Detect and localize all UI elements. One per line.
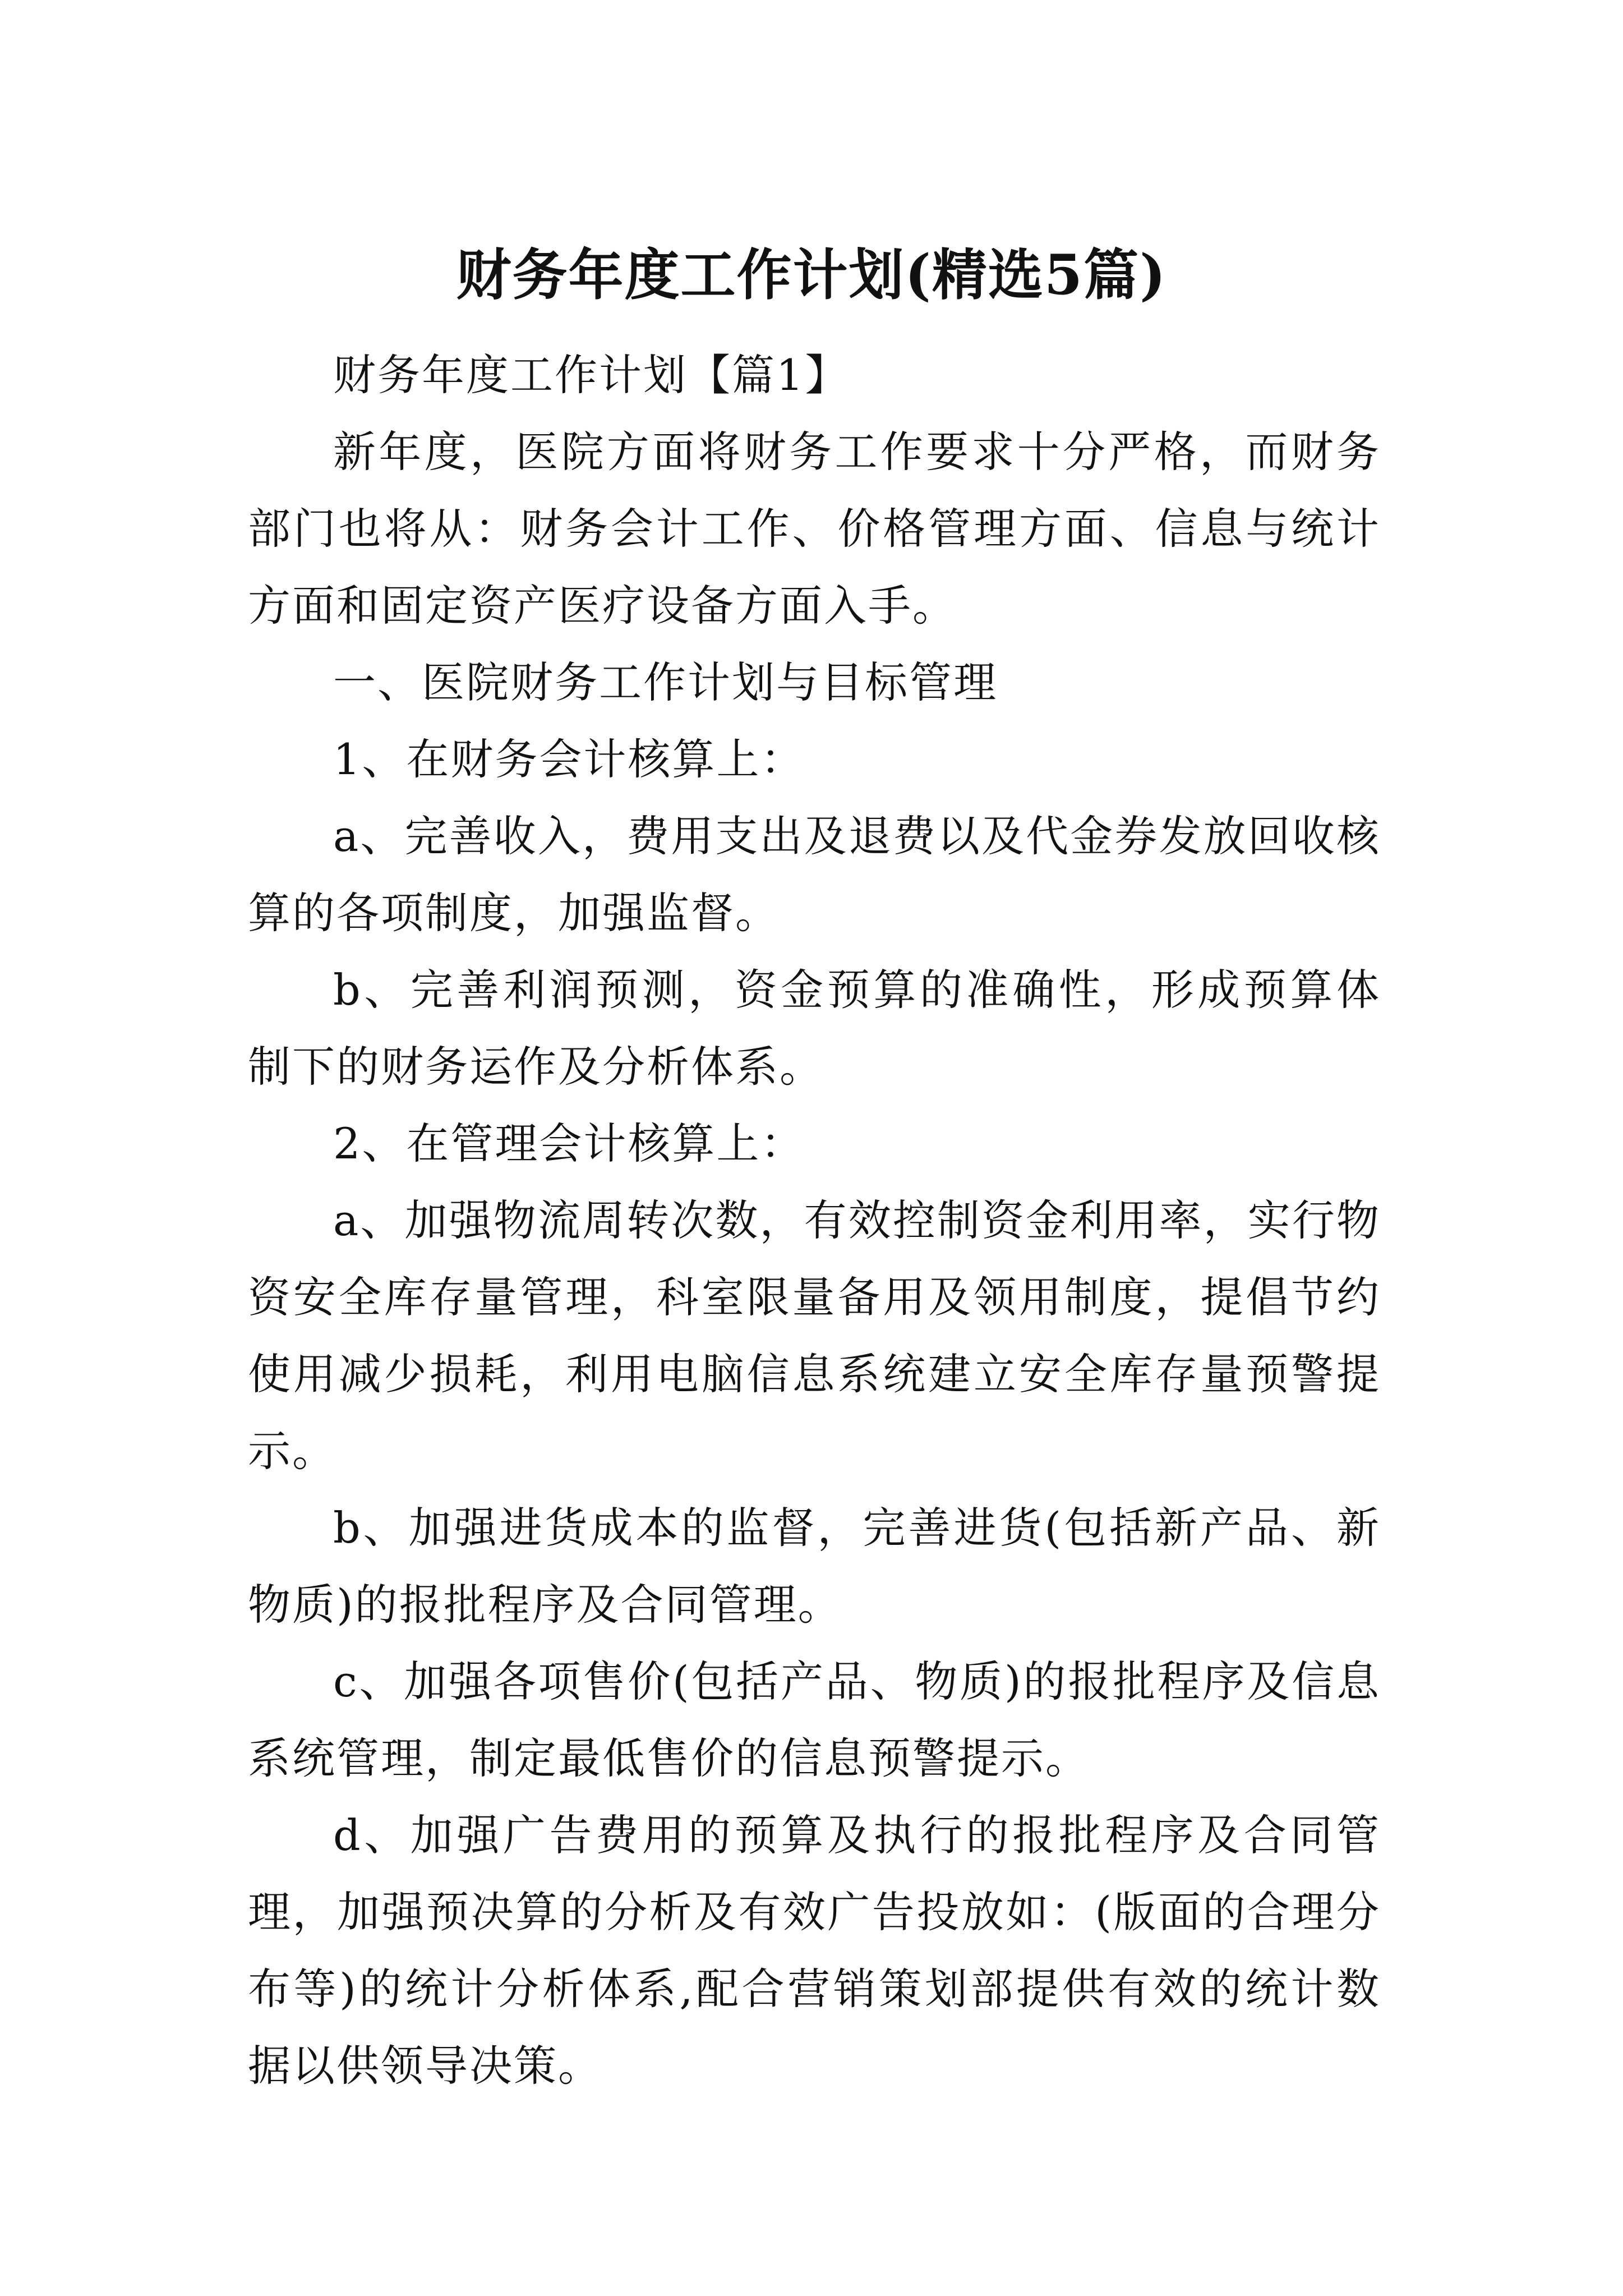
document-body [248,337,1381,2104]
list-item: a、加强物流周转次数，有效控制资金利用率，实行物资安全库存量管理，科室限量备用及领用制度，提倡节约使用减少损耗，利用电脑信息系统建立安全库存量预警提示。 [248,1195,1381,1476]
list-item: b、完善利润预测，资金预算的准确性，形成预算体制下的财务运作及分析体系。 [248,965,1381,1092]
list-item: b、加强进货成本的监督，完善进货(包括新产品、新物质)的报批程序及合同管理。 [248,1503,1381,1630]
list-item: a、完善收入，费用支出及退费以及代金券发放回收核算的各项制度，加强监督。 [248,811,1381,938]
section-heading: 财务年度工作计划【篇1】 [333,350,850,400]
list-item: d、加强广告费用的预算及执行的报批程序及合同管理，加强预决算的分析及有效广告投放如：(版面的合理分布等)的统计分析体系,配合营销策划部提供有效的统计数据以供领导决策。 [248,1810,1381,2091]
subsection-heading: 一、医院财务工作计划与目标管理 [333,657,998,707]
list-item: c、加强各项售价(包括产品、物质)的报批程序及信息系统管理，制定最低售价的信息预警提示。 [248,1657,1381,1783]
paragraph: 新年度，医院方面将财务工作要求十分严格，而财务部门也将从：财务会计工作、价格管理方面、信息与统计方面和固定资产医疗设备方面入手。 [248,427,1381,631]
list-heading: 2、在管理会计核算上： [333,1119,805,1168]
page-title: 财务年度工作计划(精选5篇) [456,242,1167,307]
list-heading: 1、在财务会计核算上： [333,734,805,784]
